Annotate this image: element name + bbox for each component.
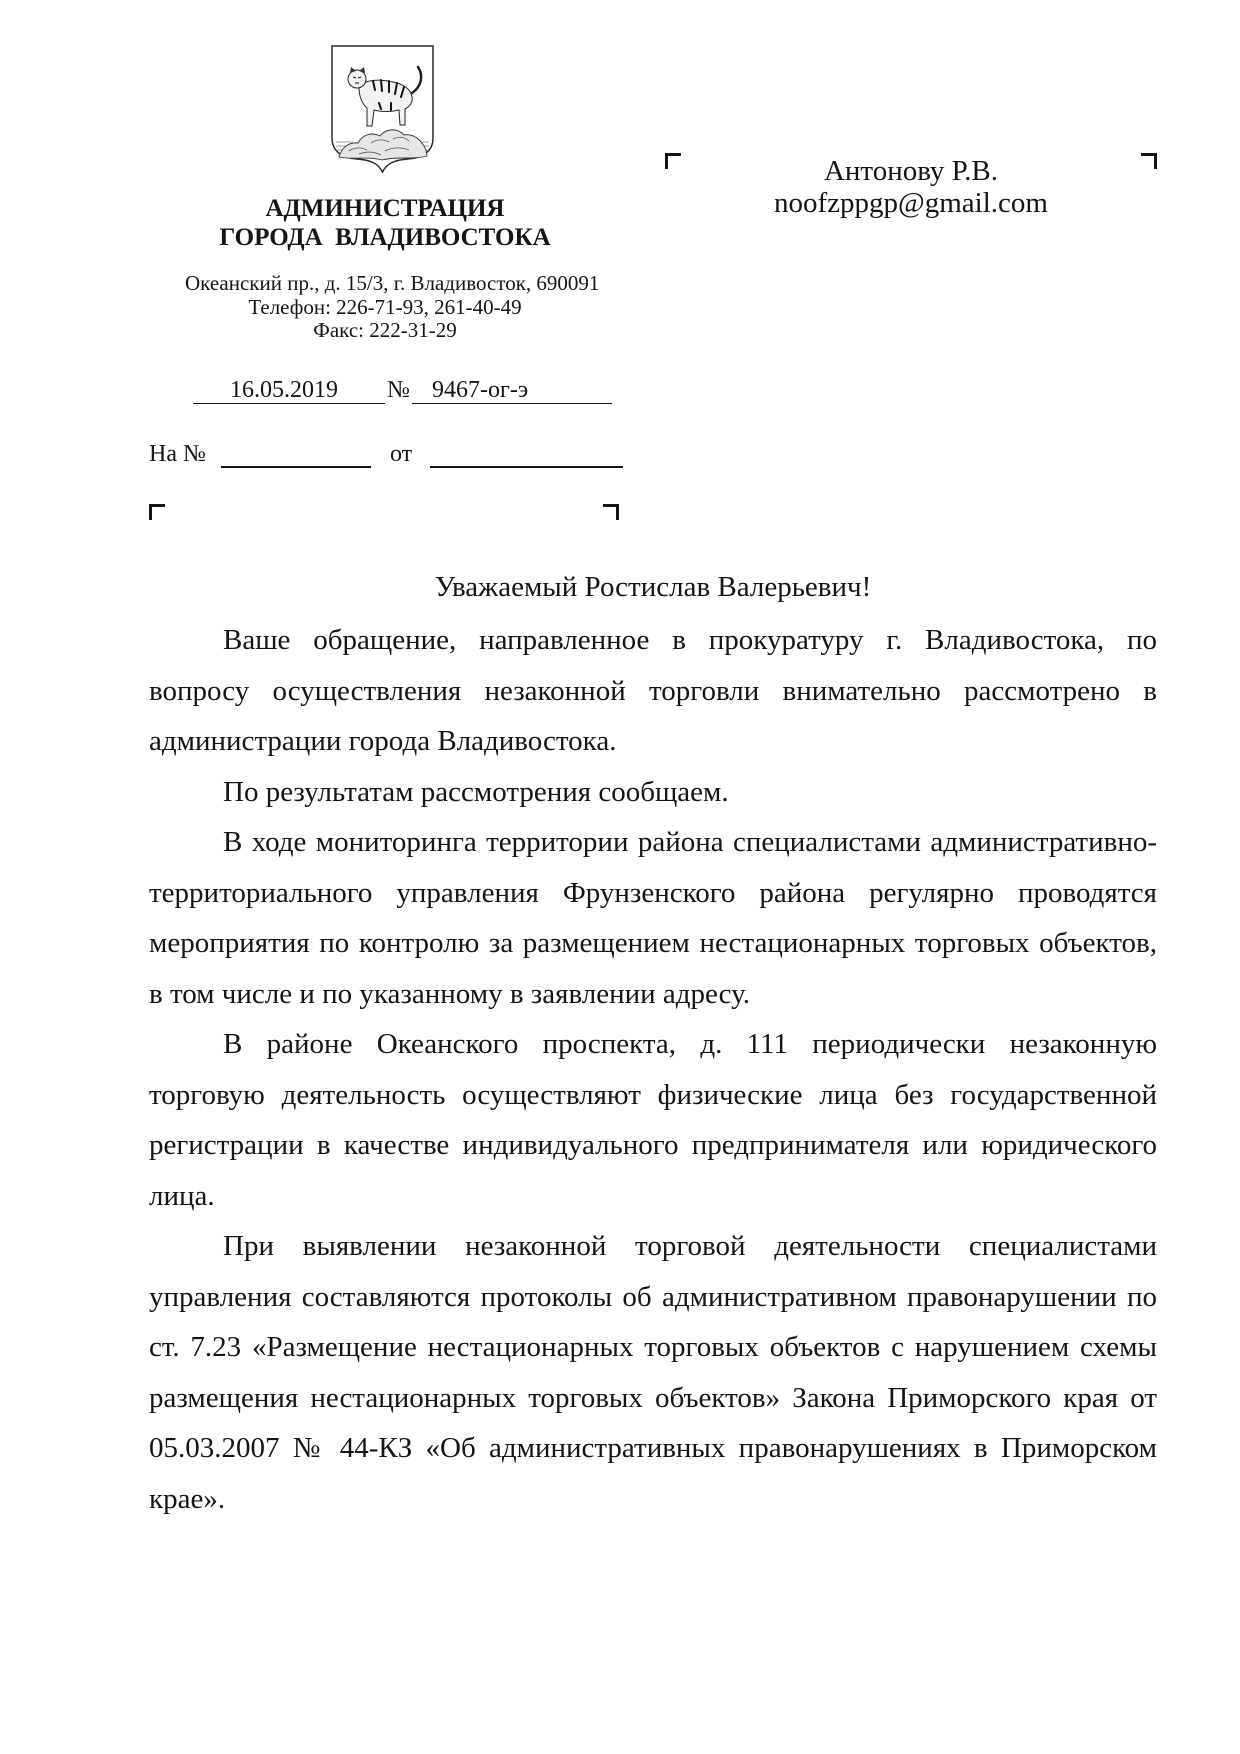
body-paragraph <box>149 817 1157 1019</box>
body-line: торговую деятельность осуществляют физические лица без государственной <box>149 1078 1157 1111</box>
organization-fax: Факс: 222-31-29 <box>313 318 457 342</box>
reply-date-label: от <box>390 441 413 467</box>
number-sign: № <box>387 377 410 403</box>
body-paragraph <box>149 1221 1157 1524</box>
coat-of-arms-icon <box>329 43 436 174</box>
body-line: вопросу осуществления незаконной торговли внимательно рассмотрено в <box>149 674 1157 707</box>
body-line: лица. <box>149 1179 215 1212</box>
reply-number-field <box>221 466 371 468</box>
letter-body <box>149 615 1157 1524</box>
body-line: При выявлении незаконной торговой деятельности специалистами <box>223 1230 1157 1262</box>
reply-number-label: На № <box>149 441 206 467</box>
registration-number: 9467-ог-э <box>412 378 612 404</box>
organization-phone: Телефон: 226-71-93, 261-40-49 <box>248 295 522 319</box>
body-paragraph <box>149 767 1157 818</box>
body-line: администрации города Владивостока. <box>149 725 617 757</box>
registration-date: 16.05.2019 <box>193 378 385 404</box>
body-line: территориального управления Фрунзенского района регулярно проводятся <box>149 876 1157 909</box>
body-line: мероприятия по контролю за размещением нестационарных торговых объектов, <box>149 927 1157 959</box>
subject-corner-mark-right <box>603 504 619 520</box>
body-line: 05.03.2007 № 44-КЗ «Об административных правонарушениях в Приморском <box>149 1432 1157 1464</box>
body-line: В районе Океанского проспекта, д. 111 периодически незаконную <box>223 1028 1157 1060</box>
body-line: В ходе мониторинга территории района специалистами административно- <box>223 826 1157 858</box>
body-line: ст. 7.23 «Размещение нестационарных торговых объектов с нарушением схемы <box>149 1331 1157 1363</box>
subject-corner-mark-left <box>149 504 165 520</box>
addressee-name: Антонову Р.В. <box>823 155 999 187</box>
salutation: Уважаемый Ростислав Валерьевич! <box>434 571 872 603</box>
body-line: в том числе и по указанному в заявлении адресу. <box>149 977 750 1010</box>
organization-address: Океанский пр., д. 15/3, г. Владивосток, 690091 <box>185 271 600 295</box>
body-line: регистрации в качестве индивидуального предпринимателя или юридического <box>149 1129 1157 1161</box>
body-line: По результатам рассмотрения сообщаем. <box>223 775 729 808</box>
organization-name-line-2: ГОРОДА ВЛАДИВОСТОКА <box>219 224 551 251</box>
body-line: Ваше обращение, направленное в прокуратуру г. Владивостока, по <box>223 624 1157 656</box>
addressee-email: noofzppgp@gmail.com <box>774 187 1048 219</box>
body-paragraph <box>149 615 1157 767</box>
body-line: крае». <box>149 1482 226 1515</box>
organization-name-line-1: АДМИНИСТРАЦИЯ <box>265 195 505 222</box>
body-line: управления составляются протоколы об административном правонарушении по <box>149 1280 1157 1313</box>
reply-date-field <box>430 466 623 468</box>
body-line: размещения нестационарных торговых объектов» Закона Приморского края от <box>149 1381 1157 1414</box>
body-paragraph <box>149 1019 1157 1221</box>
